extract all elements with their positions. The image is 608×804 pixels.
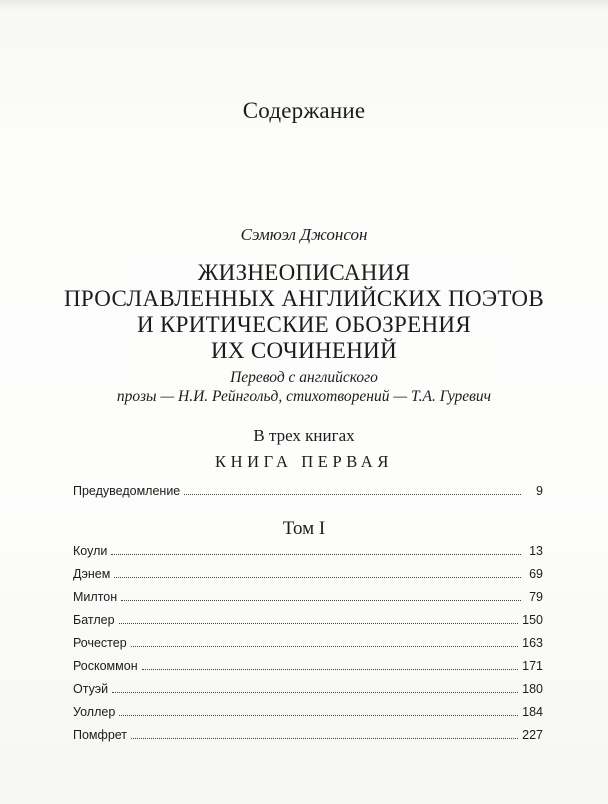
toc-entry-page: 69 <box>529 567 543 581</box>
toc-entry-label: Уоллер <box>73 705 116 719</box>
toc-entry-label: Отуэй <box>73 682 109 696</box>
toc-row <box>73 705 543 728</box>
toc-entry-page: 184 <box>522 705 543 719</box>
toc-entry-page: 171 <box>522 659 543 673</box>
toc-row <box>73 728 543 751</box>
toc-entry-page: 227 <box>522 728 543 742</box>
dot-leader <box>119 714 518 716</box>
book-title-line: ЖИЗНЕОПИСАНИЯ <box>197 260 411 285</box>
book-title-line: ИХ СОЧИНЕНИЙ <box>211 338 397 363</box>
book-one-heading: КНИГА ПЕРВАЯ <box>215 452 393 471</box>
translation-credits <box>0 368 608 406</box>
toc-entry-page: 13 <box>529 544 543 558</box>
dot-leader <box>111 553 521 555</box>
toc-row <box>73 636 543 659</box>
dot-leader <box>112 691 518 693</box>
toc-entry-label: Рочестер <box>73 636 127 650</box>
toc-row <box>73 544 543 567</box>
toc-row <box>73 682 543 705</box>
volume-heading: Том I <box>282 518 326 539</box>
toc-entry-label: Милтон <box>73 590 118 604</box>
toc-entry-label: Батлер <box>73 613 115 627</box>
toc-entry-page: 79 <box>529 590 543 604</box>
toc-row <box>73 484 543 507</box>
toc-entry-page: 180 <box>522 682 543 696</box>
toc-entry-page: 163 <box>522 636 543 650</box>
book-title-line: ПРОСЛАВЛЕННЫХ АНГЛИЙСКИХ ПОЭТОВ <box>64 286 544 311</box>
book-title <box>0 260 608 364</box>
toc-entry-label: Дэнем <box>73 567 111 581</box>
three-books-note: В трех книгах <box>253 426 355 445</box>
dot-leader <box>131 645 518 647</box>
toc-entry-label: Коули <box>73 544 108 558</box>
toc-row <box>73 590 543 613</box>
toc-entry-label: Помфрет <box>73 728 128 742</box>
translation-line: Перевод с английского <box>230 369 378 386</box>
contents-heading: Содержание <box>242 98 366 123</box>
translation-line: прозы — Н.И. Рейнгольд, стихотворений — Т.А. Гуревич <box>116 388 492 405</box>
toc-entry-label: Роскоммон <box>73 659 138 673</box>
dot-leader <box>142 668 519 670</box>
toc-entry-page: 9 <box>536 484 543 498</box>
toc-volume-list <box>73 544 543 751</box>
dot-leader <box>121 599 521 601</box>
toc-entry-label: Предуведомление <box>73 484 181 498</box>
toc-intro <box>73 484 543 507</box>
dot-leader <box>114 576 521 578</box>
author-name: Сэмюэл Джонсон <box>240 225 368 244</box>
toc-row <box>73 613 543 636</box>
dot-leader <box>119 622 519 624</box>
toc-row <box>73 567 543 590</box>
dot-leader <box>184 493 521 495</box>
toc-entry-page: 150 <box>522 613 543 627</box>
toc-row <box>73 659 543 682</box>
book-title-line: И КРИТИЧЕСКИЕ ОБОЗРЕНИЯ <box>137 312 471 337</box>
dot-leader <box>131 737 518 739</box>
page-edge-shadow <box>0 0 608 10</box>
